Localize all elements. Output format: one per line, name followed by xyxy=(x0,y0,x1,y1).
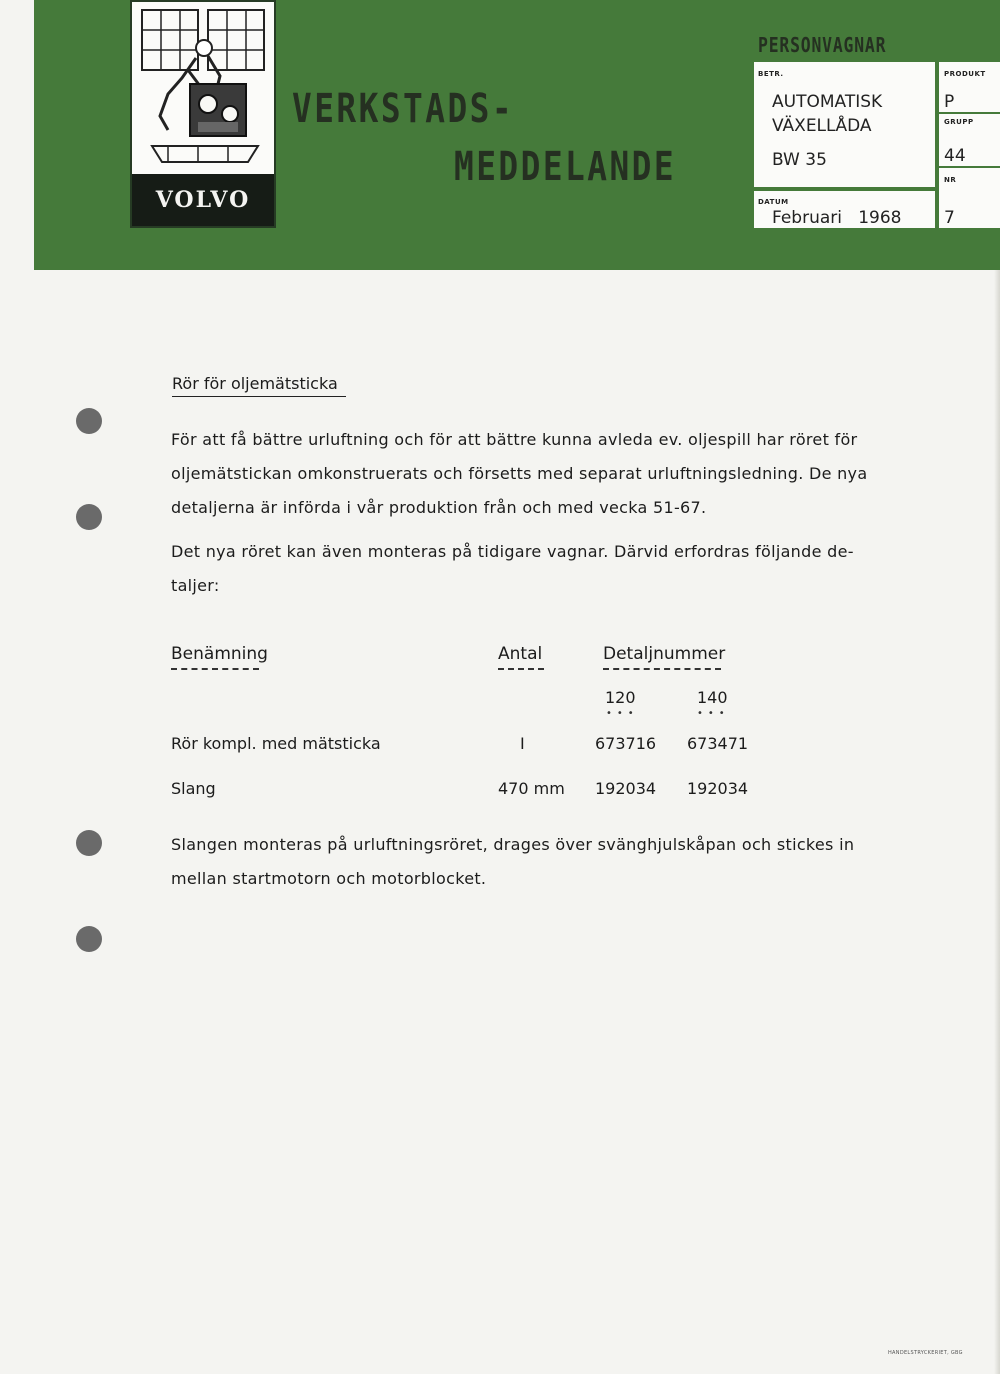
paragraph-line: mellan startmotorn och motorblocket. xyxy=(171,869,487,888)
row-part-120: 673716 xyxy=(595,734,657,753)
paragraph-2 xyxy=(171,535,881,603)
produkt-value: P xyxy=(944,92,955,112)
printer-imprint: HANDELSTRYCKERIET, GBG xyxy=(888,1350,963,1356)
header-margin xyxy=(0,0,34,270)
produkt-label: PRODUKT xyxy=(944,70,986,78)
datum-value: Februari 1968 xyxy=(772,208,902,228)
punch-hole xyxy=(76,408,102,434)
nr-label: NR xyxy=(944,176,957,184)
info-divider xyxy=(754,187,935,191)
paragraph-line: För att få bättre urluftning och för att bättre kunna avleda ev. oljespill har röret för xyxy=(171,430,858,449)
datum-label: DATUM xyxy=(758,198,789,206)
table-header-qty: Antal xyxy=(498,644,543,664)
title-line-2: MEDDELANDE xyxy=(454,144,677,190)
punch-hole xyxy=(76,504,102,530)
header-underline xyxy=(498,668,544,670)
info-divider xyxy=(939,112,1000,114)
punch-hole xyxy=(76,830,102,856)
header-band xyxy=(0,0,1000,270)
model-dots: ••• xyxy=(606,708,639,719)
model-dots: ••• xyxy=(697,708,730,719)
paragraph-line: oljemätstickan omkonstruerats och försetts med separat urluftningsledning. De nya xyxy=(171,464,868,483)
row-part-120: 192034 xyxy=(595,779,657,798)
paragraph-line: Slangen monteras på urluftningsröret, drages över svänghjulskåpan och stickes in xyxy=(171,835,855,854)
info-box xyxy=(754,62,1000,228)
punch-hole xyxy=(76,926,102,952)
table-header-name: Benämning xyxy=(171,644,268,664)
paragraph-line: detaljerna är införda i vår produktion från och med vecka 51-67. xyxy=(171,498,707,517)
info-divider xyxy=(935,62,939,228)
betr-value-line3: BW 35 xyxy=(772,150,827,170)
info-divider xyxy=(939,166,1000,168)
header-underline xyxy=(171,668,259,670)
row-qty: I xyxy=(520,734,525,753)
header-underline xyxy=(603,668,721,670)
table-header-part: Detaljnummer xyxy=(603,644,726,664)
row-part-140: 192034 xyxy=(687,779,749,798)
model-header-140: 140 xyxy=(697,688,728,707)
row-name: Slang xyxy=(171,779,216,798)
paragraph-3 xyxy=(171,828,881,896)
page-edge-shadow xyxy=(994,270,1000,1374)
volvo-logo: VOLVO xyxy=(132,174,274,226)
section-title: Rör för oljemätsticka xyxy=(172,374,346,397)
grupp-label: GRUPP xyxy=(944,118,974,126)
row-qty: 470 mm xyxy=(498,779,565,798)
mechanic-illustration-icon xyxy=(138,6,268,170)
paragraph-1 xyxy=(171,423,881,525)
betr-label: BETR. xyxy=(758,70,784,78)
betr-value-line1: AUTOMATISK xyxy=(772,92,883,112)
nr-value: 7 xyxy=(944,208,955,228)
row-part-140: 673471 xyxy=(687,734,749,753)
betr-value-line2: VÄXELLÅDA xyxy=(772,116,872,136)
title-line-1: VERKSTADS- xyxy=(292,86,515,132)
category-label: PERSONVAGNAR xyxy=(758,33,887,57)
model-header-120: 120 xyxy=(605,688,636,707)
grupp-value: 44 xyxy=(944,146,966,166)
paragraph-line: taljer: xyxy=(171,576,220,595)
paragraph-line: Det nya röret kan även monteras på tidigare vagnar. Därvid erfordras följande de- xyxy=(171,542,854,561)
row-name: Rör kompl. med mätsticka xyxy=(171,734,381,753)
logo-panel xyxy=(130,0,276,228)
